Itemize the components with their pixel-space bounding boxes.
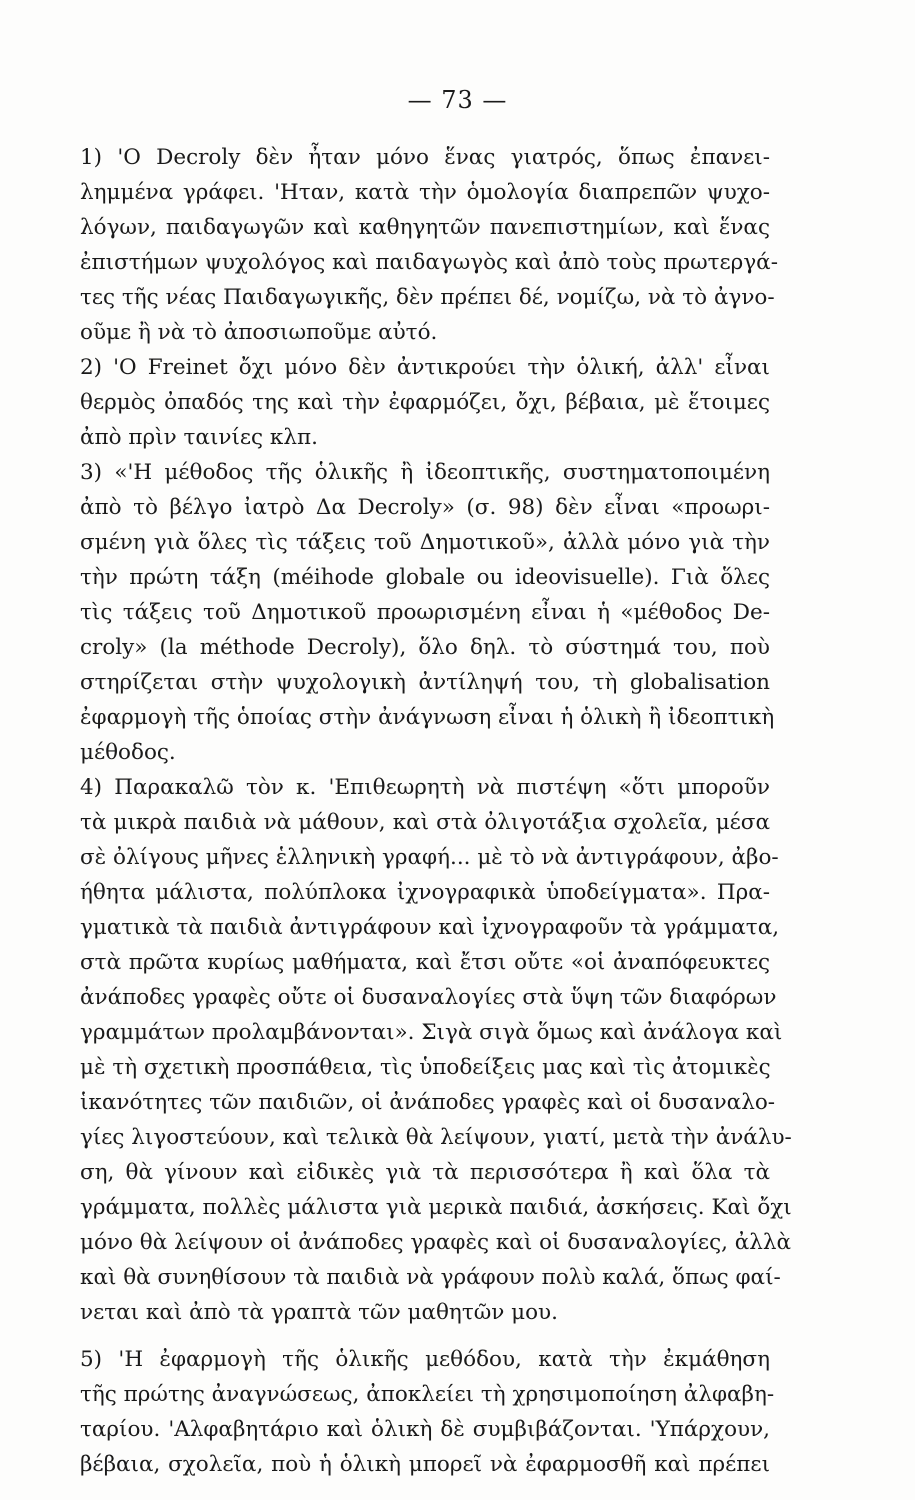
paragraph-3 — [80, 455, 775, 770]
text-line: 1) 'Ο Decroly δὲν ἦταν μόνο ἕνας γιατρός, ὅπως ἐπανει- — [80, 145, 770, 170]
text-line: μὲ τὴ σχετικὴ προσπάθεια, τὶς ὑποδείξεις μας καὶ τὶς ἀτομικὲς — [80, 1055, 771, 1080]
paragraph-gap — [80, 1330, 770, 1342]
body-text — [80, 140, 792, 1482]
text-line: μόνο θὰ λείψουν οἱ ἀνάποδες γραφὲς καὶ οἱ δυσαναλογίες, ἀλλὰ — [80, 1230, 792, 1255]
text-line: στηρίζεται στὴν ψυχολογικὴ ἀντίληψή του, τὴ globalisation — [80, 670, 770, 695]
text-line: καὶ θὰ συνηθίσουν τὰ παιδιὰ νὰ γράφουν πολὺ καλά, ὅπως φαί- — [80, 1265, 781, 1290]
text-line: τῆς πρώτης ἀναγνώσεως, ἀποκλείει τὴ χρησιμοποίηση ἀλφαβη- — [80, 1382, 775, 1407]
text-line: croly» (la méthode Decroly), ὅλο δηλ. τὸ σύστημά του, ποὺ — [80, 635, 770, 660]
text-line: ἀπὸ τὸ βέλγο ἰατρὸ Δα Decroly» (σ. 98) δὲν εἶναι «προωρι- — [80, 495, 770, 520]
text-line: γράμματα, πολλὲς μάλιστα γιὰ μερικὰ παιδιά, ἀσκήσεις. Καὶ ὄχι — [80, 1195, 792, 1220]
text-line: 2) 'Ο Freinet ὄχι μόνο δὲν ἀντικρούει τὴν ὁλική, ἀλλ' εἶναι — [80, 355, 770, 380]
text-line: βέβαια, σχολεῖα, ποὺ ἡ ὁλικὴ μπορεῖ νὰ ἐφαρμοσθῆ καὶ πρέπει — [80, 1452, 770, 1477]
text-line: τὶς τάξεις τοῦ Δημοτικοῦ προωρισμένη εἶναι ἡ «μέθοδος De- — [80, 600, 770, 625]
page-number: — 73 — — [407, 86, 508, 114]
text-line: ἀπὸ πρὶν ταινίες κλπ. — [80, 425, 318, 450]
text-line: 4) Παρακαλῶ τὸν κ. 'Επιθεωρητὴ νὰ πιστέψη «ὅτι μποροῦν — [80, 775, 770, 800]
text-line: λημμένα γράφει. 'Ηταν, κατὰ τὴν ὁμολογία διαπρεπῶν ψυχο- — [80, 180, 770, 205]
text-line: τὰ μικρὰ παιδιὰ νὰ μάθουν, καὶ στὰ ὀλιγοτάξια σχολεῖα, μέσα — [80, 810, 770, 835]
text-line: ήθητα μάλιστα, πολύπλοκα ἰχνογραφικὰ ὑποδείγματα». Πρα- — [80, 880, 770, 905]
text-line: γίες λιγοστεύουν, καὶ τελικὰ θὰ λείψουν, γιατί, μετὰ τὴν ἀνάλυ- — [80, 1125, 792, 1150]
text-line: γραμμάτων προλαμβάνονται». Σιγὰ σιγὰ ὅμως καὶ ἀνάλογα καὶ — [80, 1020, 783, 1045]
paragraph-5 — [80, 1342, 775, 1482]
text-line: 5) 'Η ἐφαρμογὴ τῆς ὁλικῆς μεθόδου, κατὰ τὴν ἐκμάθηση — [80, 1347, 770, 1372]
text-line: θερμὸς ὀπαδός της καὶ τὴν ἐφαρμόζει, ὄχι, βέβαια, μὲ ἕτοιμες — [80, 390, 770, 415]
text-line: στὰ πρῶτα κυρίως μαθήματα, καὶ ἔτσι οὔτε «οἱ ἀναπόφευκτες — [80, 950, 770, 975]
text-line: ση, θὰ γίνουν καὶ εἰδικὲς γιὰ τὰ περισσότερα ἢ καὶ ὅλα τὰ — [80, 1160, 770, 1185]
text-line: τες τῆς νέας Παιδαγωγικῆς, δὲν πρέπει δέ, νομίζω, νὰ τὸ ἀγνο- — [80, 285, 775, 310]
text-line: νεται καὶ ἀπὸ τὰ γραπτὰ τῶν μαθητῶν μου. — [80, 1300, 558, 1325]
text-line: ἐφαρμογὴ τῆς ὁποίας στὴν ἀνάγνωση εἶναι ἡ ὁλικὴ ἢ ἰδεοπτικὴ — [80, 705, 775, 730]
text-line: λόγων, παιδαγωγῶν καὶ καθηγητῶν πανεπιστημίων, καὶ ἕνας — [80, 215, 770, 240]
paragraph-1 — [80, 140, 778, 350]
text-line: 3) «'Η μέθοδος τῆς ὁλικῆς ἢ ἰδεοπτικῆς, συστηματοποιμένη — [80, 460, 770, 485]
text-line: γματικὰ τὰ παιδιὰ ἀντιγράφουν καὶ ἰχνογραφοῦν τὰ γράμματα, — [80, 915, 780, 940]
paragraph-4 — [80, 770, 792, 1330]
text-line: σμένη γιὰ ὅλες τὶς τάξεις τοῦ Δημοτικοῦ», ἀλλὰ μόνο γιὰ τὴν — [80, 530, 770, 555]
text-line: σὲ ὀλίγους μῆνες ἑλληνικὴ γραφή... μὲ τὸ νὰ ἀντιγράφουν, ἀβο- — [80, 845, 779, 870]
paragraph-2 — [80, 350, 770, 455]
text-line: ἱκανότητες τῶν παιδιῶν, οἱ ἀνάποδες γραφὲς καὶ οἱ δυσαναλο- — [80, 1090, 776, 1115]
text-line: ἐπιστήμων ψυχολόγος καὶ παιδαγωγὸς καὶ ἀπὸ τοὺς πρωτεργά- — [80, 250, 778, 275]
text-line: οῦμε ἢ νὰ τὸ ἀποσιωποῦμε αὐτό. — [80, 320, 438, 345]
text-line: τὴν πρώτη τάξη (méihode globale ou ideovisuelle). Γιὰ ὅλες — [80, 565, 770, 590]
text-line: ἀνάποδες γραφὲς οὔτε οἱ δυσαναλογίες στὰ ὕψη τῶν διαφόρων — [80, 985, 777, 1010]
text-line: ταρίου. 'Αλφαβητάριο καὶ ὁλικὴ δὲ συμβιβάζονται. 'Υπάρχουν, — [80, 1417, 770, 1442]
text-line: μέθοδος. — [80, 740, 176, 765]
